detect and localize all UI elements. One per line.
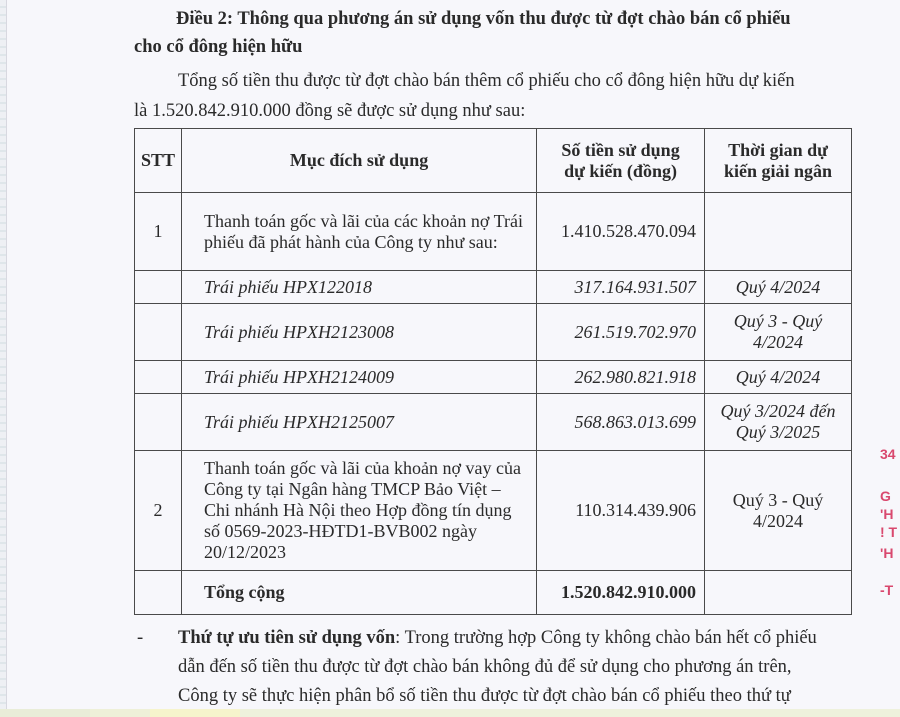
row-stt: 1 — [135, 193, 182, 271]
row-stt — [135, 361, 182, 394]
table-row — [135, 193, 852, 271]
row-amount: 568.863.013.699 — [537, 394, 705, 451]
row-stt: 2 — [135, 451, 182, 571]
header-amount — [537, 129, 705, 193]
row-time — [705, 193, 852, 271]
capital-allocation-table — [134, 128, 852, 615]
header-amount-line-1: Số tiền sử dụng — [561, 139, 680, 160]
stamp-fragment: -T — [880, 582, 894, 598]
row-purpose: Trái phiếu HPXH2124009 — [182, 361, 537, 394]
table-row — [135, 361, 852, 394]
total-time — [705, 571, 852, 615]
stamp-fragment: 'H — [880, 506, 894, 522]
row-purpose: Trái phiếu HPXH2125007 — [182, 394, 537, 451]
header-stt: STT — [135, 129, 182, 193]
row-purpose: Trái phiếu HPXH2123008 — [182, 304, 537, 361]
page-left-edge — [0, 0, 7, 717]
total-label: Tổng cộng — [182, 571, 537, 615]
row-purpose: Trái phiếu HPX122018 — [182, 271, 537, 304]
total-stt — [135, 571, 182, 615]
priority-line-3: Công ty sẽ thực hiện phân bổ số tiền thu được từ đợt chào bán cổ phiếu theo thứ tự — [178, 686, 791, 706]
priority-text: : Trong trường hợp Công ty không chào bán hết cổ phiếu — [395, 628, 817, 648]
bullet-dash: - — [137, 628, 144, 648]
row-amount: 110.314.439.906 — [537, 451, 705, 571]
header-amount-line-2: dự kiến (đồng) — [564, 160, 677, 181]
header-time-line-1: Thời gian dự — [728, 139, 828, 160]
table-header-row — [135, 129, 852, 193]
header-time — [705, 129, 852, 193]
row-purpose: Thanh toán gốc và lãi của khoản nợ vay của Công ty tại Ngân hàng TMCP Bảo Việt – Chi nhánh Hà Nội theo Hợp đồng tín dụng số 0569-2023-HĐTD1-BVB002 ngày 20/12/2023 — [182, 451, 537, 571]
intro-line-2: là 1.520.842.910.000 đồng sẽ được sử dụng như sau: — [134, 101, 526, 121]
intro-paragraph — [134, 66, 854, 126]
row-time: Quý 3/2024 đến Quý 3/2025 — [705, 394, 852, 451]
table-row — [135, 271, 852, 304]
page-bottom-strip — [0, 709, 900, 717]
row-time: Quý 3 - Quý 4/2024 — [705, 451, 852, 571]
intro-line-1: Tổng số tiền thu được từ đợt chào bán thêm cổ phiếu cho cổ đông hiện hữu dự kiến — [178, 71, 795, 91]
row-stt — [135, 394, 182, 451]
table-row — [135, 394, 852, 451]
heading-line-1: Điều 2: Thông qua phương án sử dụng vốn thu được từ đợt chào bán cổ phiếu — [176, 9, 791, 29]
priority-label: Thứ tự ưu tiên sử dụng vốn — [178, 628, 396, 648]
row-stt — [135, 271, 182, 304]
stamp-fragment: 'H — [880, 545, 894, 561]
row-time: Quý 4/2024 — [705, 271, 852, 304]
total-amount: 1.520.842.910.000 — [537, 571, 705, 615]
priority-line-2: dẫn đến số tiền thu được từ đợt chào bán không đủ để sử dụng cho phương án trên, — [178, 657, 792, 677]
table-row — [135, 304, 852, 361]
stamp-fragment: 34 — [880, 446, 896, 462]
priority-paragraph — [134, 624, 854, 711]
stamp-fragment: ! T — [880, 524, 898, 540]
heading-line-2: cho cổ đông hiện hữu — [134, 37, 303, 57]
row-amount: 317.164.931.507 — [537, 271, 705, 304]
table-total-row — [135, 571, 852, 615]
row-amount: 262.980.821.918 — [537, 361, 705, 394]
row-stt — [135, 304, 182, 361]
priority-line-1 — [134, 624, 854, 653]
header-time-line-2: kiến giải ngân — [724, 160, 833, 181]
row-purpose: Thanh toán gốc và lãi của các khoản nợ Trái phiếu đã phát hành của Công ty như sau: — [182, 193, 537, 271]
header-purpose: Mục đích sử dụng — [182, 129, 537, 193]
table-row — [135, 451, 852, 571]
stamp-fragment: G — [880, 488, 891, 504]
row-time: Quý 3 - Quý 4/2024 — [705, 304, 852, 361]
row-amount: 1.410.528.470.094 — [537, 193, 705, 271]
row-time: Quý 4/2024 — [705, 361, 852, 394]
row-amount: 261.519.702.970 — [537, 304, 705, 361]
article-heading — [134, 5, 854, 61]
